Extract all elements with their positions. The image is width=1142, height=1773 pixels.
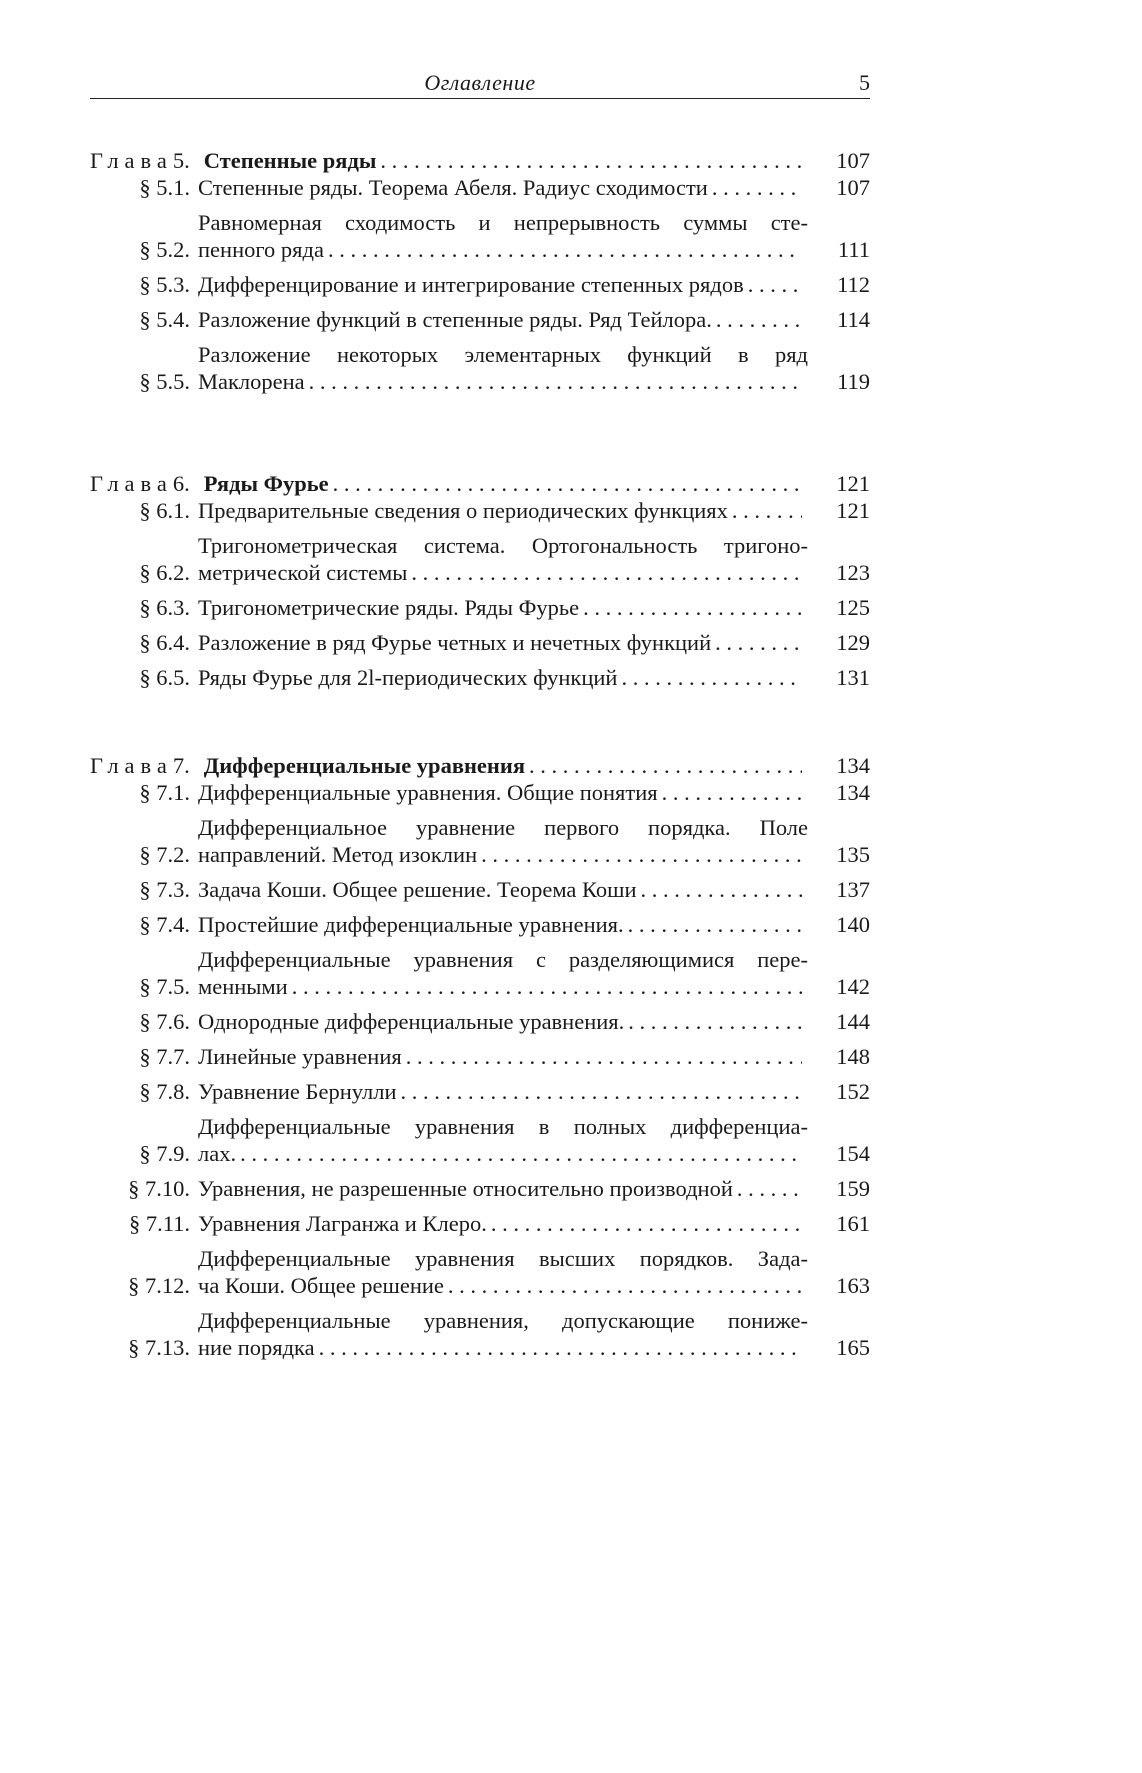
- section-page-number: 125: [836, 595, 870, 620]
- section-number: § 7.11.: [128, 1211, 190, 1236]
- chapter-heading[interactable]: [90, 745, 870, 779]
- chapter-page-number: 134: [836, 753, 870, 778]
- dot-leader: [716, 306, 802, 333]
- toc-section-entry[interactable]: [90, 1008, 870, 1035]
- table-of-contents: [90, 140, 870, 1369]
- dot-leader: [583, 594, 802, 621]
- section-number: § 5.2.: [139, 237, 190, 262]
- section-title-line: [198, 814, 808, 841]
- section-title-line: [198, 946, 808, 973]
- dot-leader: [380, 147, 802, 174]
- section-page-number: 137: [836, 877, 870, 902]
- section-title-text: Задача Коши. Общее решение. Теорема Коши: [198, 877, 637, 902]
- section-title: [198, 1210, 808, 1237]
- section-number: § 6.2.: [139, 560, 190, 585]
- section-title-text: Дифференциальные уравнения высших порядков. Зада-: [198, 1246, 808, 1271]
- section-page-number: 134: [836, 780, 870, 805]
- dot-leader: [748, 271, 802, 298]
- chapter-block: [90, 140, 870, 395]
- section-page-number: 159: [836, 1176, 870, 1201]
- section-title-text: Разложение в ряд Фурье четных и нечетных функций: [198, 630, 712, 655]
- chapter-title: Дифференциальные уравнения: [203, 753, 526, 778]
- section-title: [198, 532, 808, 586]
- section-page-number: 131: [836, 665, 870, 690]
- section-page-number: 111: [837, 237, 870, 262]
- toc-section-entry[interactable]: [90, 814, 870, 868]
- section-page-number: 129: [836, 630, 870, 655]
- section-number: § 5.4.: [139, 307, 190, 332]
- section-page-number: 107: [836, 175, 870, 200]
- toc-section-entry[interactable]: [90, 341, 870, 395]
- section-title-text: Уравнения, не разрешенные относительно производной: [198, 1176, 733, 1201]
- toc-section-entry[interactable]: [90, 174, 870, 201]
- section-title-text: Однородные дифференциальные уравнения.: [198, 1009, 625, 1034]
- section-number: § 7.2.: [139, 842, 190, 867]
- section-title-text: Дифференцирование и интегрирование степенных рядов: [198, 272, 744, 297]
- section-title: [198, 911, 808, 938]
- section-title: [198, 1175, 808, 1202]
- section-title-text: Ряды Фурье для 2l-периодических функций: [198, 665, 618, 690]
- toc-section-entry[interactable]: [90, 209, 870, 263]
- section-number: § 7.7.: [139, 1044, 190, 1069]
- toc-section-entry[interactable]: [90, 1307, 870, 1361]
- dot-leader: [529, 752, 802, 779]
- section-title-line: [198, 341, 808, 368]
- section-title-line: [198, 368, 808, 395]
- section-title-text: Дифференциальные уравнения. Общие понятия: [198, 780, 658, 805]
- section-page-number: 140: [836, 912, 870, 937]
- chapter-title: Ряды Фурье: [203, 471, 329, 496]
- section-number: § 7.12.: [128, 1273, 190, 1298]
- dot-leader: [732, 497, 802, 524]
- section-title: [198, 779, 808, 806]
- section-title-line: [198, 1307, 808, 1334]
- chapter-heading[interactable]: [90, 140, 870, 174]
- section-title-text: метрической системы: [198, 560, 408, 585]
- section-title-line: [198, 1140, 808, 1167]
- dot-leader: [621, 664, 802, 691]
- section-title: [198, 594, 808, 621]
- section-title-line: [198, 236, 808, 263]
- chapter-title: Степенные ряды: [203, 148, 377, 173]
- dot-leader: [319, 1334, 802, 1361]
- section-title-text: ча Коши. Общее решение: [198, 1273, 444, 1298]
- section-title-text: пенного ряда: [198, 237, 324, 262]
- section-page-number: 135: [836, 842, 870, 867]
- section-title-line: [198, 1113, 808, 1140]
- section-title: [198, 341, 808, 395]
- dot-leader: [406, 1043, 802, 1070]
- section-number: § 7.6.: [139, 1009, 190, 1034]
- dot-leader: [240, 1140, 802, 1167]
- dot-leader: [333, 470, 802, 497]
- section-title-text: Разложение функций в степенные ряды. Ряд Тейлора.: [198, 307, 712, 332]
- chapter-gap: [90, 403, 870, 463]
- running-header: [90, 70, 870, 99]
- dot-leader: [328, 236, 802, 263]
- chapter-page-number: 121: [836, 471, 870, 496]
- toc-section-entry[interactable]: [90, 911, 870, 938]
- section-title-line: [198, 841, 808, 868]
- toc-section-entry[interactable]: [90, 594, 870, 621]
- section-title-text: Равномерная сходимость и непрерывность суммы сте-: [198, 210, 808, 235]
- section-number: § 5.1.: [139, 175, 190, 200]
- toc-section-entry[interactable]: [90, 1245, 870, 1299]
- section-title-text: Простейшие дифференциальные уравнения.: [198, 912, 624, 937]
- section-title-line: [198, 1245, 808, 1272]
- section-title-line: [198, 209, 808, 236]
- toc-section-entry[interactable]: [90, 1113, 870, 1167]
- toc-section-entry[interactable]: [90, 876, 870, 903]
- section-title: [198, 271, 808, 298]
- toc-section-entry[interactable]: [90, 946, 870, 1000]
- dot-leader: [715, 629, 802, 656]
- dot-leader: [292, 973, 802, 1000]
- running-header-title: Оглавление: [424, 70, 536, 95]
- toc-section-entry[interactable]: [90, 1078, 870, 1105]
- section-number: § 7.8.: [139, 1079, 190, 1104]
- chapter-heading[interactable]: [90, 463, 870, 497]
- toc-section-entry[interactable]: [90, 532, 870, 586]
- section-title-line: [198, 559, 808, 586]
- section-number: § 6.1.: [139, 498, 190, 523]
- section-page-number: 114: [837, 307, 870, 332]
- section-title: [198, 629, 808, 656]
- section-title-text: Дифференциальное уравнение первого порядка. Поле: [198, 815, 808, 840]
- section-number: § 5.5.: [139, 369, 190, 394]
- section-title: [198, 1245, 808, 1299]
- section-number: § 7.5.: [139, 974, 190, 999]
- chapter-number: 5.: [172, 148, 190, 173]
- section-title-text: Дифференциальные уравнения, допускающие пониже-: [198, 1308, 808, 1333]
- section-title: [198, 1008, 808, 1035]
- section-title-line: [198, 532, 808, 559]
- section-title-text: Уравнения Лагранжа и Клеро.: [198, 1211, 487, 1236]
- section-page-number: 148: [836, 1044, 870, 1069]
- section-title-text: Маклорена: [198, 369, 305, 394]
- toc-section-entry[interactable]: [90, 271, 870, 298]
- dot-leader: [628, 911, 802, 938]
- chapter-heading-lead: [90, 752, 525, 779]
- section-page-number: 144: [836, 1009, 870, 1034]
- dot-leader: [712, 174, 802, 201]
- page-number: 5: [859, 70, 870, 95]
- chapter-label: Глава: [90, 471, 173, 496]
- section-title-line: [198, 973, 808, 1000]
- chapter-heading-lead: [90, 147, 376, 174]
- section-title-text: Линейные уравнения: [198, 1044, 402, 1069]
- toc-section-entry[interactable]: [90, 497, 870, 524]
- toc-section-entry[interactable]: [90, 779, 870, 806]
- section-title: [198, 946, 808, 1000]
- section-number: § 7.1.: [139, 780, 190, 805]
- chapter-block: [90, 463, 870, 691]
- section-title-text: ние порядка: [198, 1335, 315, 1360]
- section-title-text: Тригонометрические ряды. Ряды Фурье: [198, 595, 580, 620]
- dot-leader: [309, 368, 802, 395]
- section-number: § 7.4.: [139, 912, 190, 937]
- chapter-page-number: 107: [836, 148, 870, 173]
- section-title-text: менными: [198, 974, 288, 999]
- section-title: [198, 306, 808, 333]
- dot-leader: [491, 1210, 802, 1237]
- dot-leader: [628, 1008, 802, 1035]
- section-title: [198, 814, 808, 868]
- section-page-number: 112: [837, 272, 870, 297]
- dot-leader: [411, 559, 802, 586]
- section-title: [198, 1043, 808, 1070]
- chapter-block: [90, 745, 870, 1361]
- section-page-number: 165: [836, 1335, 870, 1360]
- section-title: [198, 497, 808, 524]
- section-page-number: 154: [836, 1141, 870, 1166]
- toc-section-entry[interactable]: [90, 664, 870, 691]
- dot-leader: [662, 779, 802, 806]
- section-title: [198, 1078, 808, 1105]
- chapter-gap: [90, 699, 870, 745]
- dot-leader: [401, 1078, 803, 1105]
- dot-leader: [481, 841, 802, 868]
- toc-section-entry[interactable]: [90, 306, 870, 333]
- section-title: [198, 209, 808, 263]
- section-page-number: 161: [836, 1211, 870, 1236]
- section-page-number: 152: [836, 1079, 870, 1104]
- section-title-text: Степенные ряды. Теорема Абеля. Радиус сходимости: [198, 175, 708, 200]
- section-title-text: лах.: [198, 1141, 237, 1166]
- section-page-number: 121: [836, 498, 870, 523]
- section-title-text: Предварительные сведения о периодических функциях: [198, 498, 728, 523]
- section-title-text: Дифференциальные уравнения с разделяющимися пере-: [198, 947, 808, 972]
- section-number: § 6.4.: [139, 630, 190, 655]
- section-title: [198, 174, 808, 201]
- section-title: [198, 1307, 808, 1361]
- section-title-text: Дифференциальные уравнения в полных дифференциа-: [198, 1114, 808, 1139]
- section-title: [198, 664, 808, 691]
- section-title-text: направлений. Метод изоклин: [198, 842, 478, 867]
- section-page-number: 119: [837, 369, 870, 394]
- section-number: § 6.5.: [139, 665, 190, 690]
- section-title-text: Тригонометрическая система. Ортогональность тригоно-: [198, 533, 808, 558]
- section-page-number: 163: [836, 1273, 870, 1298]
- section-page-number: 142: [836, 974, 870, 999]
- chapter-label: Глава: [90, 148, 173, 173]
- section-title-line: [198, 1272, 808, 1299]
- dot-leader: [641, 876, 802, 903]
- section-number: § 7.3.: [139, 877, 190, 902]
- section-number: § 7.9.: [139, 1141, 190, 1166]
- section-title-line: [198, 1334, 808, 1361]
- toc-section-entry[interactable]: [90, 1175, 870, 1202]
- section-title-text: Уравнение Бернулли: [198, 1079, 397, 1104]
- section-number: § 6.3.: [139, 595, 190, 620]
- section-title: [198, 1113, 808, 1167]
- section-title: [198, 876, 808, 903]
- toc-section-entry[interactable]: [90, 1043, 870, 1070]
- chapter-number: 7.: [172, 753, 190, 778]
- dot-leader: [448, 1272, 802, 1299]
- section-title-text: Разложение некоторых элементарных функций в ряд: [198, 342, 808, 367]
- section-number: § 7.13.: [128, 1335, 190, 1360]
- toc-section-entry[interactable]: [90, 629, 870, 656]
- section-number: § 5.3.: [139, 272, 190, 297]
- chapter-number: 6.: [172, 471, 190, 496]
- section-number: § 7.10.: [128, 1176, 190, 1201]
- toc-section-entry[interactable]: [90, 1210, 870, 1237]
- section-page-number: 123: [836, 560, 870, 585]
- chapter-label: Глава: [90, 753, 173, 778]
- chapter-heading-lead: [90, 470, 329, 497]
- dot-leader: [737, 1175, 802, 1202]
